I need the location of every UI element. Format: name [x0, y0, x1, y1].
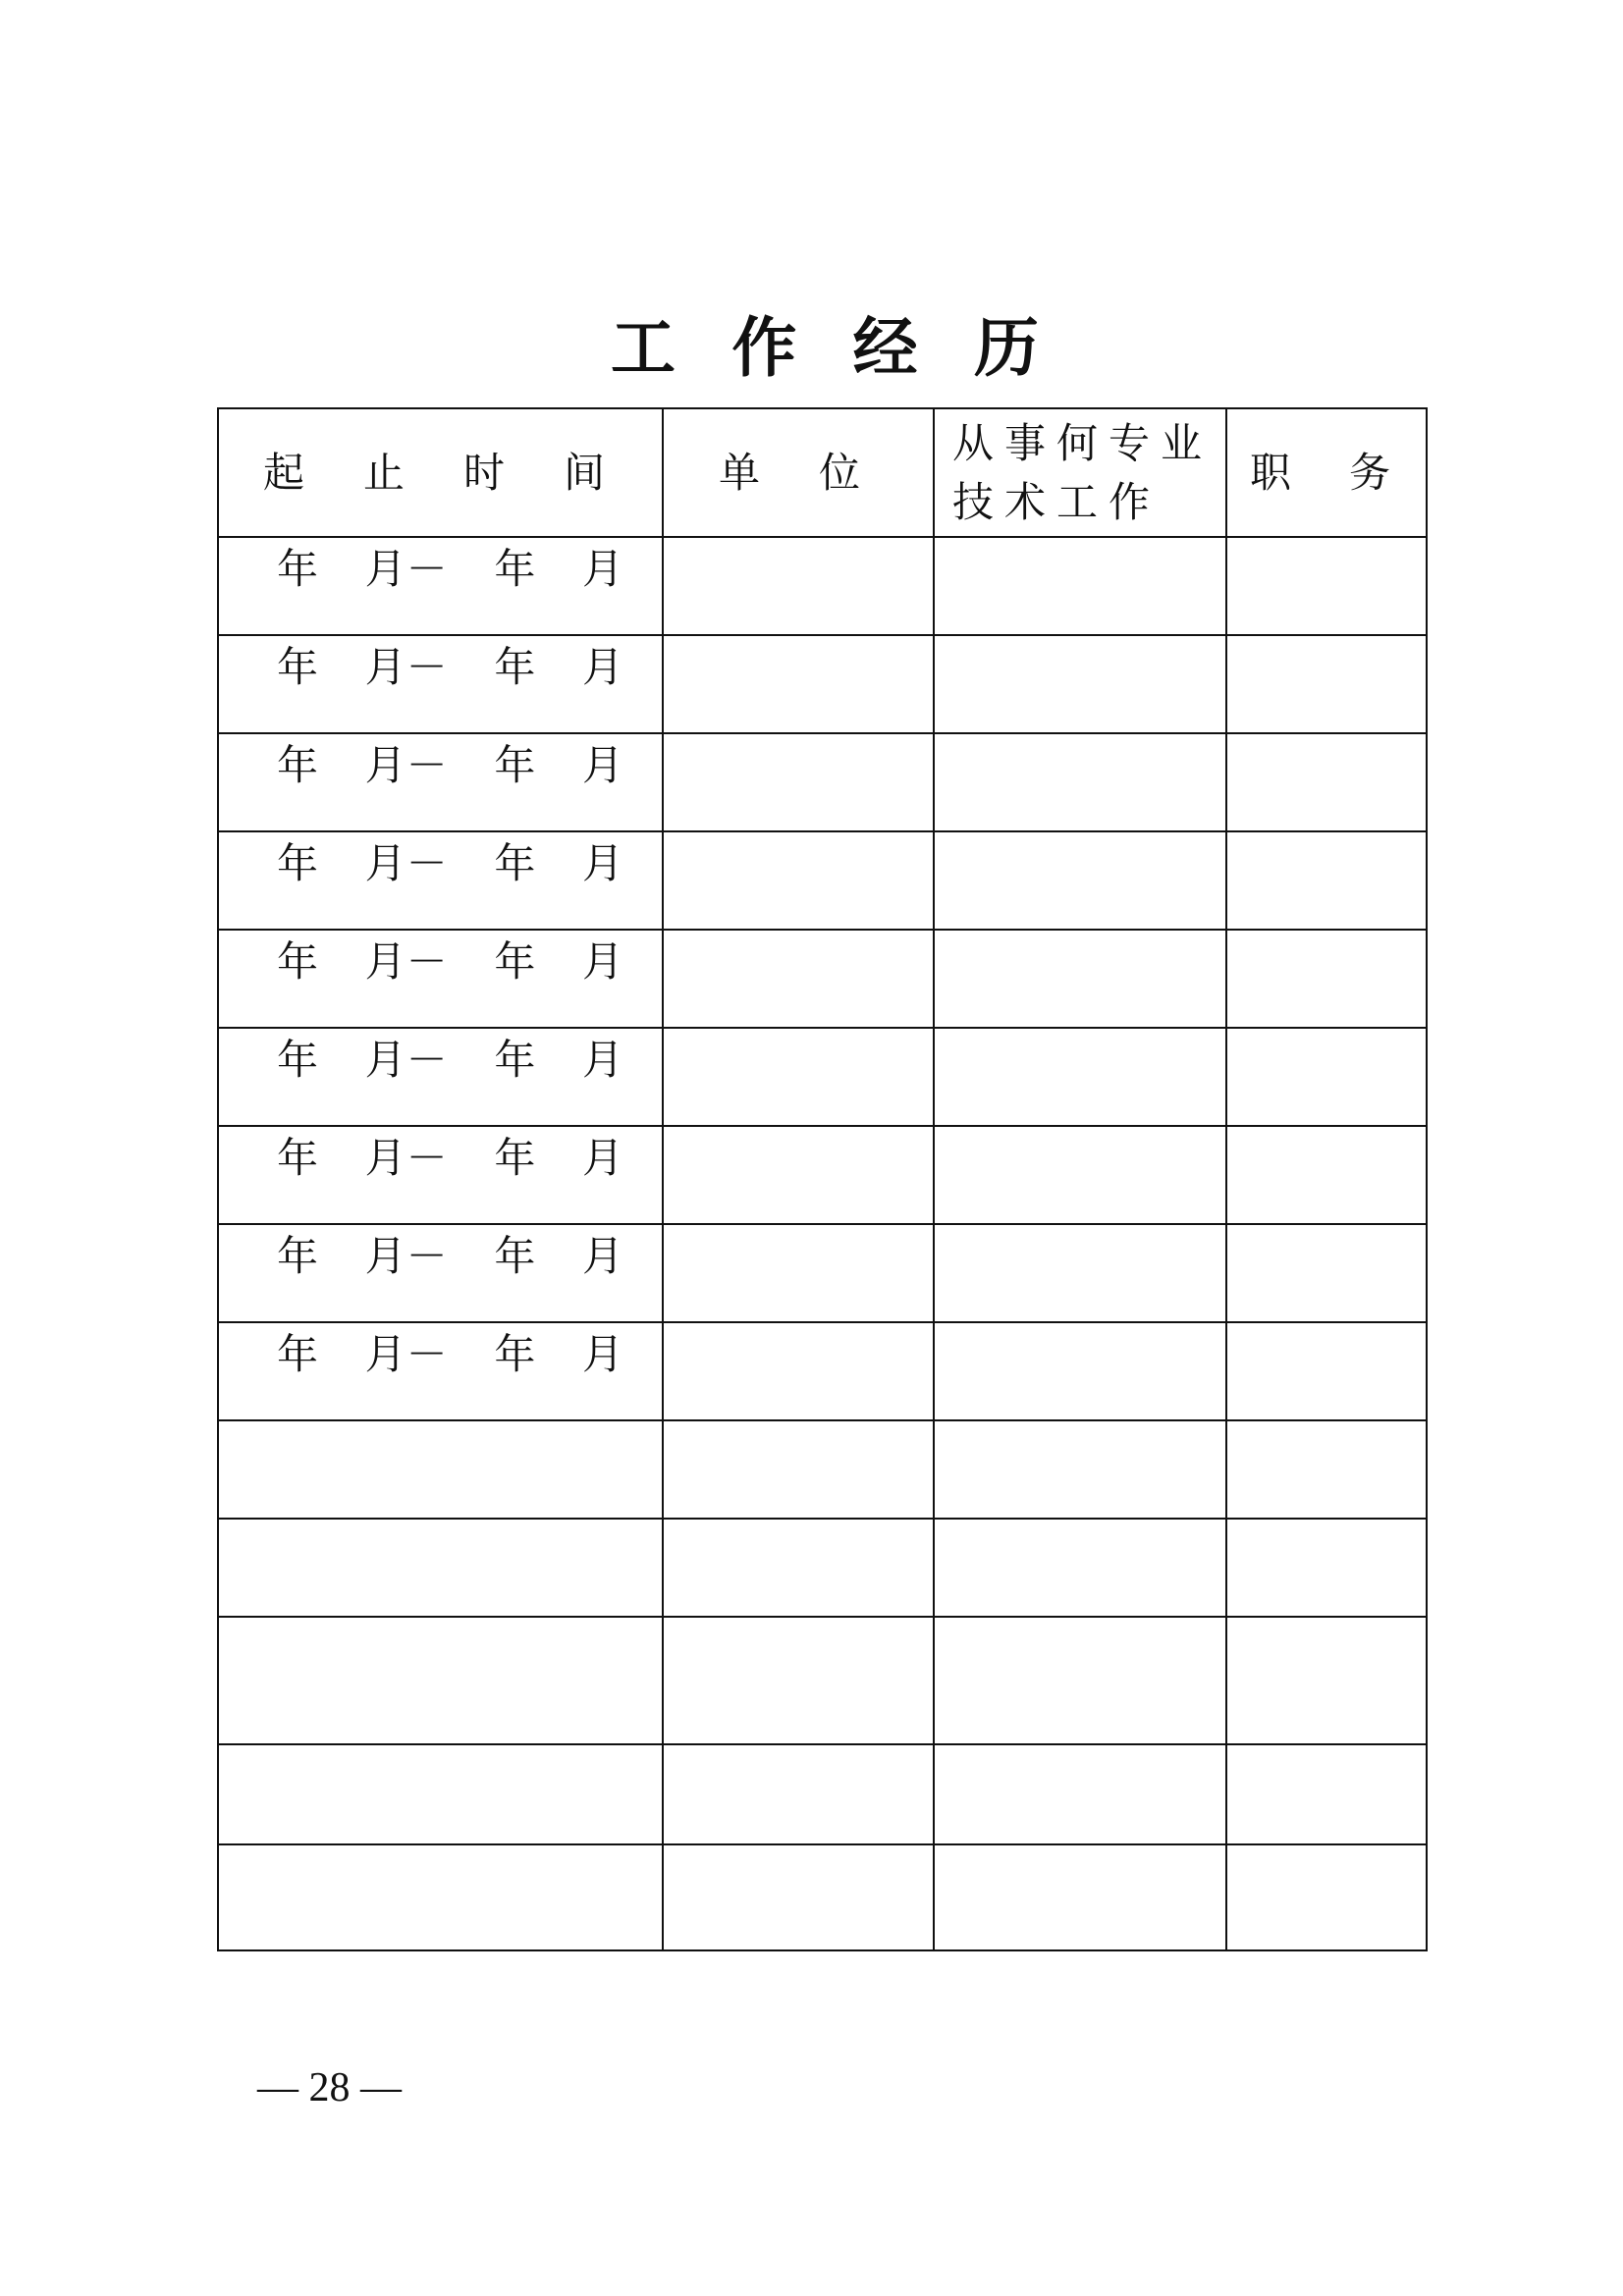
period-cell	[218, 1322, 663, 1420]
table-row	[218, 1617, 1427, 1744]
period-text	[277, 741, 623, 790]
period-cell	[218, 1519, 663, 1617]
position-cell	[1226, 635, 1427, 733]
work-cell	[934, 1744, 1226, 1844]
unit-cell	[663, 1322, 934, 1420]
work-cell	[934, 1617, 1226, 1744]
page-title-part: 历	[973, 309, 1039, 386]
header-unit-label	[719, 449, 860, 498]
unit-cell	[663, 1844, 934, 1950]
header-period-label-part: 间	[563, 448, 605, 497]
table-row	[218, 1322, 1427, 1420]
period-text-part: 月－	[364, 1232, 448, 1280]
table-row	[218, 1844, 1427, 1950]
period-text-part: 月－	[364, 937, 448, 986]
position-cell	[1226, 1844, 1427, 1950]
period-text-part: 月－	[364, 741, 448, 789]
period-text	[277, 937, 623, 987]
position-cell	[1226, 733, 1427, 831]
header-position-cell	[1226, 408, 1427, 537]
period-text-part: 月－	[364, 545, 448, 593]
period-text	[277, 1232, 623, 1281]
position-cell	[1226, 831, 1427, 930]
period-text-part: 月－	[364, 1330, 448, 1378]
period-text-part: 月	[581, 741, 623, 789]
period-cell	[218, 537, 663, 635]
period-text	[277, 1134, 623, 1183]
period-text-part: 年	[277, 937, 319, 986]
header-position-label-part: 务	[1348, 448, 1390, 497]
work-cell	[934, 1322, 1226, 1420]
unit-cell	[663, 537, 934, 635]
unit-cell	[663, 831, 934, 930]
period-cell	[218, 1126, 663, 1224]
unit-cell	[663, 1617, 934, 1744]
period-text-part: 月－	[364, 1036, 448, 1084]
work-cell	[934, 635, 1226, 733]
unit-cell	[663, 1126, 934, 1224]
header-work-line-2: 技术工作	[952, 477, 1162, 526]
unit-cell	[663, 1224, 934, 1322]
period-text-part: 年	[494, 1036, 536, 1084]
period-cell	[218, 1844, 663, 1950]
period-text-part: 年	[494, 937, 536, 986]
work-cell	[934, 1420, 1226, 1519]
header-unit-label-part: 位	[818, 448, 860, 497]
work-cell	[934, 733, 1226, 831]
unit-cell	[663, 1519, 934, 1617]
period-text-part: 年	[277, 1036, 319, 1084]
period-text-part: 月－	[364, 839, 448, 887]
header-period-label-part: 止	[362, 448, 405, 497]
period-text-part: 年	[494, 545, 536, 593]
table-header-row	[218, 408, 1427, 537]
header-position-label-part: 职	[1250, 448, 1292, 497]
period-text-part: 月	[581, 1036, 623, 1084]
table-row	[218, 831, 1427, 930]
position-cell	[1226, 1224, 1427, 1322]
unit-cell	[663, 1028, 934, 1126]
position-cell	[1226, 1617, 1427, 1744]
period-text-part: 月	[581, 643, 623, 691]
header-unit-label-part: 单	[719, 448, 761, 497]
header-period-label	[263, 449, 605, 498]
page-title-part: 工	[611, 309, 676, 386]
work-cell	[934, 1519, 1226, 1617]
page-number: — 28 —	[257, 2065, 402, 2110]
unit-cell	[663, 1420, 934, 1519]
period-cell	[218, 831, 663, 930]
table-row	[218, 635, 1427, 733]
position-cell	[1226, 1519, 1427, 1617]
position-cell	[1226, 1126, 1427, 1224]
page-title-part: 作	[731, 309, 797, 386]
page-title	[611, 309, 1039, 386]
work-cell	[934, 1224, 1226, 1322]
period-text	[277, 643, 623, 692]
page-title-part: 经	[852, 309, 918, 386]
work-cell	[934, 1126, 1226, 1224]
position-cell	[1226, 1322, 1427, 1420]
period-text-part: 月	[581, 839, 623, 887]
unit-cell	[663, 635, 934, 733]
header-work-label	[952, 414, 1225, 532]
position-cell	[1226, 1028, 1427, 1126]
period-text-part: 月	[581, 937, 623, 986]
work-cell	[934, 930, 1226, 1028]
period-text-part: 年	[277, 643, 319, 691]
period-text-part: 年	[277, 545, 319, 593]
period-text	[277, 839, 623, 888]
period-text-part: 月	[581, 1232, 623, 1280]
period-text	[277, 1036, 623, 1085]
unit-cell	[663, 733, 934, 831]
header-period-label-part: 起	[263, 448, 305, 497]
period-text-part: 年	[494, 643, 536, 691]
period-text-part: 月	[581, 1134, 623, 1182]
period-text-part: 月	[581, 1330, 623, 1378]
position-cell	[1226, 930, 1427, 1028]
period-text-part: 年	[494, 839, 536, 887]
header-work-cell	[934, 408, 1226, 537]
period-text-part: 年	[277, 1232, 319, 1280]
header-unit-cell	[663, 408, 934, 537]
period-cell	[218, 1617, 663, 1744]
work-cell	[934, 1844, 1226, 1950]
period-text-part: 年	[494, 1232, 536, 1280]
period-cell	[218, 930, 663, 1028]
header-position-label	[1250, 449, 1390, 498]
table-row	[218, 1224, 1427, 1322]
period-cell	[218, 1744, 663, 1844]
period-text	[277, 1330, 623, 1379]
header-period-cell	[218, 408, 663, 537]
unit-cell	[663, 1744, 934, 1844]
table-row	[218, 1028, 1427, 1126]
period-text-part: 年	[277, 1330, 319, 1378]
position-cell	[1226, 537, 1427, 635]
table-row	[218, 733, 1427, 831]
period-text-part: 月－	[364, 1134, 448, 1182]
period-text-part: 年	[277, 839, 319, 887]
period-cell	[218, 635, 663, 733]
header-work-line-1: 从事何专业	[952, 418, 1214, 467]
period-text-part: 年	[494, 741, 536, 789]
period-text-part: 月	[581, 545, 623, 593]
unit-cell	[663, 930, 934, 1028]
period-cell	[218, 1028, 663, 1126]
period-text-part: 年	[494, 1330, 536, 1378]
header-period-label-part: 时	[462, 448, 505, 497]
period-cell	[218, 1420, 663, 1519]
table-row	[218, 537, 1427, 635]
period-text	[277, 545, 623, 594]
period-text-part: 年	[277, 741, 319, 789]
table-row	[218, 1519, 1427, 1617]
table-row	[218, 1126, 1427, 1224]
period-text-part: 月－	[364, 643, 448, 691]
position-cell	[1226, 1744, 1427, 1844]
period-cell	[218, 733, 663, 831]
work-cell	[934, 831, 1226, 930]
table-row	[218, 1420, 1427, 1519]
work-experience-table	[217, 407, 1428, 1951]
position-cell	[1226, 1420, 1427, 1519]
work-cell	[934, 537, 1226, 635]
table-row	[218, 1744, 1427, 1844]
table-body	[218, 537, 1427, 1950]
period-text-part: 年	[494, 1134, 536, 1182]
table-row	[218, 930, 1427, 1028]
period-cell	[218, 1224, 663, 1322]
period-text-part: 年	[277, 1134, 319, 1182]
work-cell	[934, 1028, 1226, 1126]
